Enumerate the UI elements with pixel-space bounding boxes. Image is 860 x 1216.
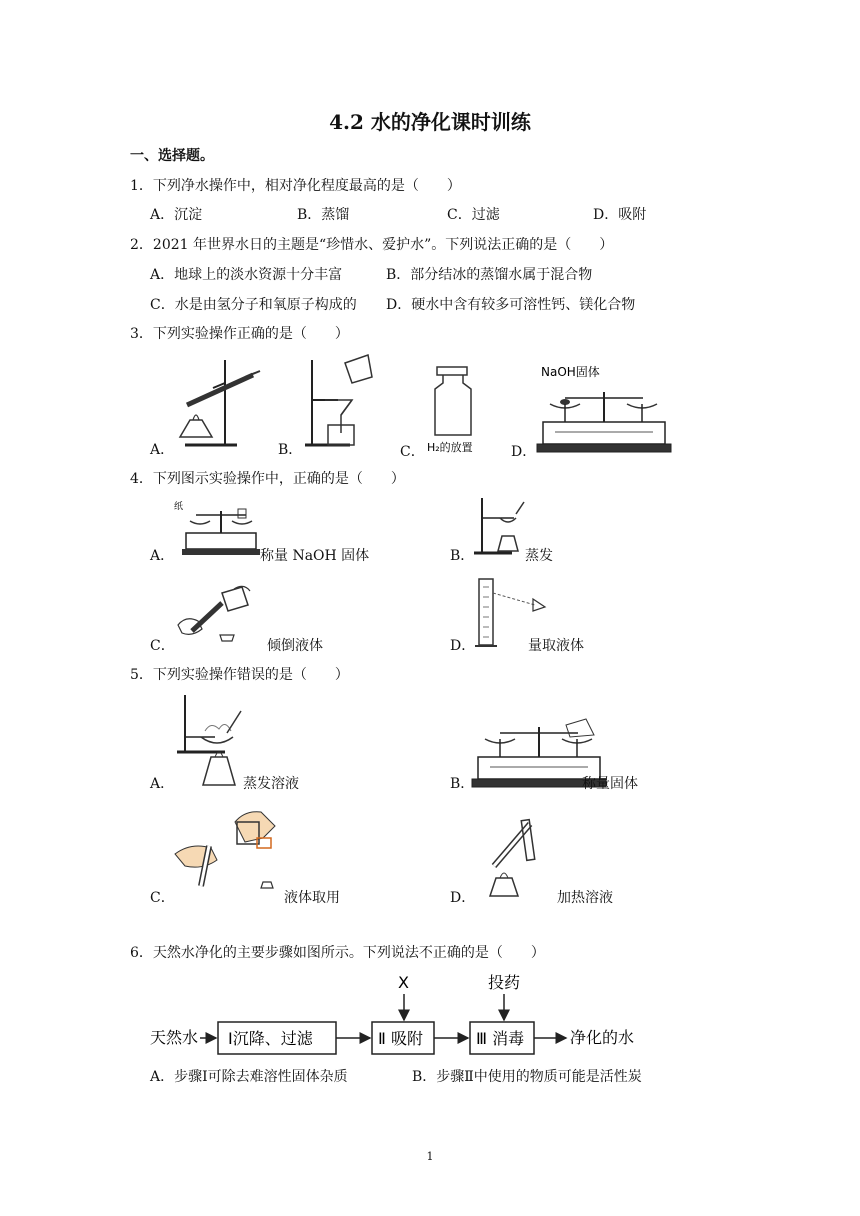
q3-figure-c-gas-bottle xyxy=(425,365,485,460)
q5-option-d: D． xyxy=(450,890,476,906)
q3-option-b: B． xyxy=(278,442,303,458)
q5-option-b: B． xyxy=(450,776,475,792)
q3-option-c: C． xyxy=(400,444,425,460)
page-number: 1 xyxy=(426,1150,434,1163)
q3-option-d: D． xyxy=(511,444,537,460)
q4-caption-c: 倾倒液体 xyxy=(267,638,323,654)
q6-option-a: A．步骤Ⅰ可除去难溶性固体杂质 xyxy=(150,1069,348,1085)
q5-caption-b: 称量固体 xyxy=(582,776,638,792)
q4-figure-c-pouring xyxy=(172,585,257,645)
q5-option-a: A． xyxy=(150,776,175,792)
q3-stem: 3．下列实验操作正确的是（ ） xyxy=(130,326,349,342)
q3-option-a: A． xyxy=(150,442,175,458)
q5-caption-c: 液体取用 xyxy=(284,890,340,906)
q1-option-a: A．沉淀 xyxy=(150,207,203,223)
flow-end-label: 净化的水 xyxy=(570,1028,635,1047)
flow-start-label: 天然水 xyxy=(150,1028,199,1047)
q5-stem: 5．下列实验操作错误的是（ ） xyxy=(130,667,349,683)
q6-flow-diagram xyxy=(148,970,668,1060)
q4-option-c: C． xyxy=(150,638,175,654)
q4-option-b: B． xyxy=(450,548,475,564)
q3-figure-d-balance xyxy=(535,362,670,457)
flow-step-3-label: Ⅲ 消毒 xyxy=(476,1029,525,1048)
q5-caption-d: 加热溶液 xyxy=(557,890,613,906)
q2-option-b: B．部分结冰的蒸馏水属于混合物 xyxy=(386,267,593,283)
q5-figure-d-heating-solution xyxy=(480,818,550,903)
flow-input-x-label: X xyxy=(398,973,409,992)
q2-stem: 2．2021 年世界水日的主题是“珍惜水、爱护水”。下列说法正确的是（ ） xyxy=(130,237,614,253)
q2-option-c: C．水是由氢分子和氧原子构成的 xyxy=(150,297,357,313)
q5-option-c: C． xyxy=(150,890,175,906)
q3-figure-a-heating-tube xyxy=(175,355,265,450)
q4-figure-b-evaporation xyxy=(472,496,532,558)
q4-caption-b: 蒸发 xyxy=(525,548,553,564)
q5-caption-a: 蒸发溶液 xyxy=(243,776,299,792)
page-title: 4.2 水的净化课时训练 xyxy=(329,110,531,134)
flow-step-2-label: Ⅱ 吸附 xyxy=(378,1029,423,1048)
q4-figure-a-balance xyxy=(172,497,262,562)
q6-option-b: B．步骤Ⅱ中使用的物质可能是活性炭 xyxy=(412,1069,642,1085)
q3-figure-b-filtration xyxy=(300,355,380,450)
q4-option-a: A． xyxy=(150,548,175,564)
q4-option-d: D． xyxy=(450,638,476,654)
q1-option-c: C．过滤 xyxy=(447,207,500,223)
q2-option-a: A．地球上的淡水资源十分丰富 xyxy=(150,267,343,283)
q3-figure-c-label: H₂的放置 xyxy=(427,441,473,454)
flow-input-dosing-label: 投药 xyxy=(488,973,521,992)
q1-option-b: B．蒸馏 xyxy=(297,207,350,223)
q4-caption-a: 称量 NaOH 固体 xyxy=(260,548,370,564)
q4-figure-a-paper-label: 纸 xyxy=(174,502,184,512)
section-heading: 一、选择题。 xyxy=(130,148,214,164)
q3-figure-d-label: NaOH固体 xyxy=(541,365,600,379)
q6-stem: 6．天然水净化的主要步骤如图所示。下列说法不正确的是（ ） xyxy=(130,945,545,961)
q4-caption-d: 量取液体 xyxy=(528,638,584,654)
q1-stem: 1．下列净水操作中，相对净化程度最高的是（ ） xyxy=(130,178,461,194)
q2-option-d: D．硬水中含有较多可溶性钙、镁化合物 xyxy=(386,297,636,313)
flow-step-1-label: Ⅰ沉降、过滤 xyxy=(228,1029,313,1048)
q1-option-d: D．吸附 xyxy=(593,207,647,223)
q4-stem: 4．下列图示实验操作中，正确的是（ ） xyxy=(130,471,405,487)
q5-figure-c-liquid-transfer xyxy=(175,808,285,888)
